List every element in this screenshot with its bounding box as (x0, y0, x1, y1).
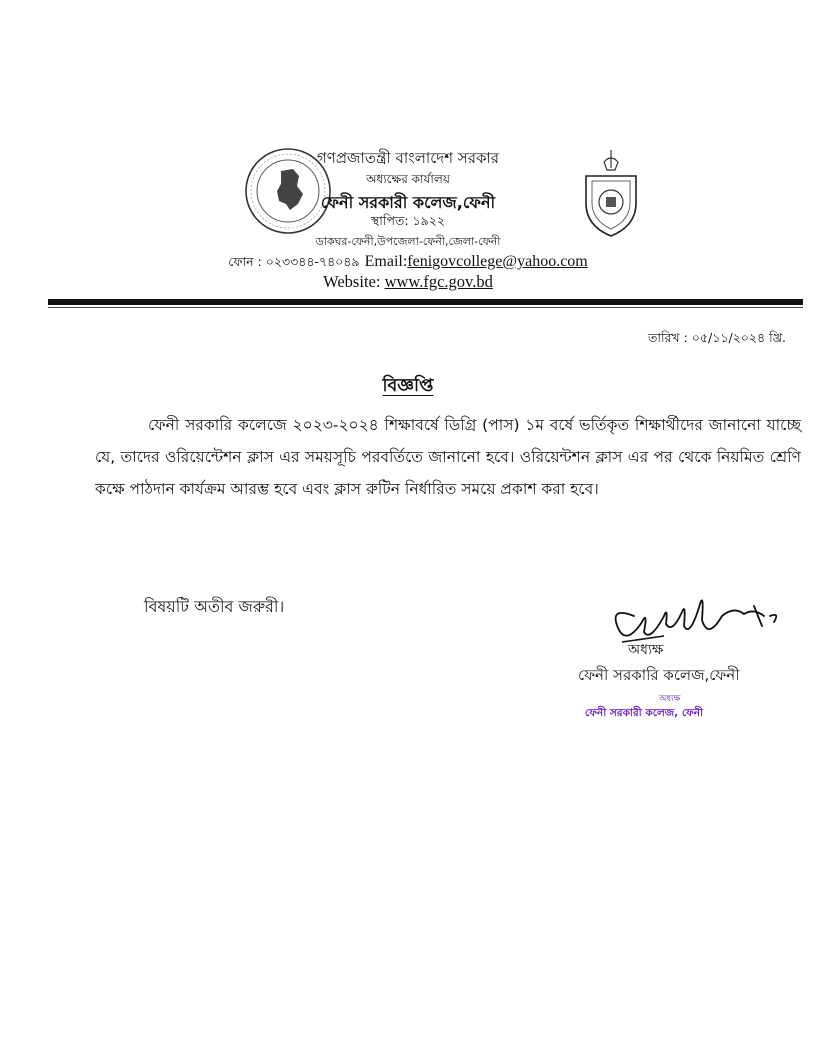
government-name: গণপ্রজাতন্ত্রী বাংলাদেশ সরকার (316, 149, 500, 167)
website-link[interactable]: www.fgc.gov.bd (384, 272, 493, 291)
contact-line (0, 251, 816, 274)
college-address: ডাকঘর-ফেনী,উপজেলা-ফেনী,জেলা-ফেনী (315, 235, 501, 248)
signatory-college: ফেনী সরকারি কলেজ,ফেনী (578, 666, 740, 684)
email-label: Email: (364, 253, 408, 270)
header-divider-thick (48, 299, 803, 305)
college-name: ফেনী সরকারী কলেজ,ফেনী (320, 193, 496, 212)
stamp-college: ফেনী সরকারী কলেজ, ফেনী (585, 707, 704, 719)
notice-date: তারিখ : ০৫/১১/২০২৪ খ্রি. (647, 330, 786, 345)
urgency-note: বিষয়টি অতীব জরুরী। (144, 597, 285, 616)
notice-title (0, 373, 816, 402)
notice-title-text: বিজ্ঞপ্তি (382, 376, 434, 396)
established-year: স্থাপিত: ১৯২২ (370, 213, 445, 228)
office-name: অধ্যক্ষের কার্যালয় (366, 172, 450, 186)
email-link[interactable]: fenigovcollege@yahoo.com (407, 253, 588, 270)
website-label: Website: (323, 272, 381, 291)
phone-number: ফোন : ০২৩৩৪৪-৭৪০৪৯ (228, 254, 360, 269)
stamp-title: অধ্যক্ষ (659, 694, 681, 704)
header-divider-thin (48, 307, 803, 308)
signatory-title: অধ্যক্ষ (628, 642, 664, 658)
notice-body: ফেনী সরকারি কলেজে ২০২৩-২০২৪ শিক্ষাবর্ষে ডিগ্রি (পাস) ১ম বর্ষে ভর্তিকৃত শিক্ষার্থীদের জানানো যাচ্ছে যে, তাদের ওরিয়েন্টেশন ক্লাস এর সময়সূচি পরবর্তিতে জানানো হবে। ওরিয়েন্টশন ক্লাস এর পর থেকে নিয়মিত শ্রেণি কক্ষে পাঠদান কার্যক্রম আরম্ভ হবে এবং ক্লাস রুটিন নির্ধারিত সময়ে প্রকাশ করা হবে। (95, 416, 801, 498)
website-line (0, 272, 816, 292)
